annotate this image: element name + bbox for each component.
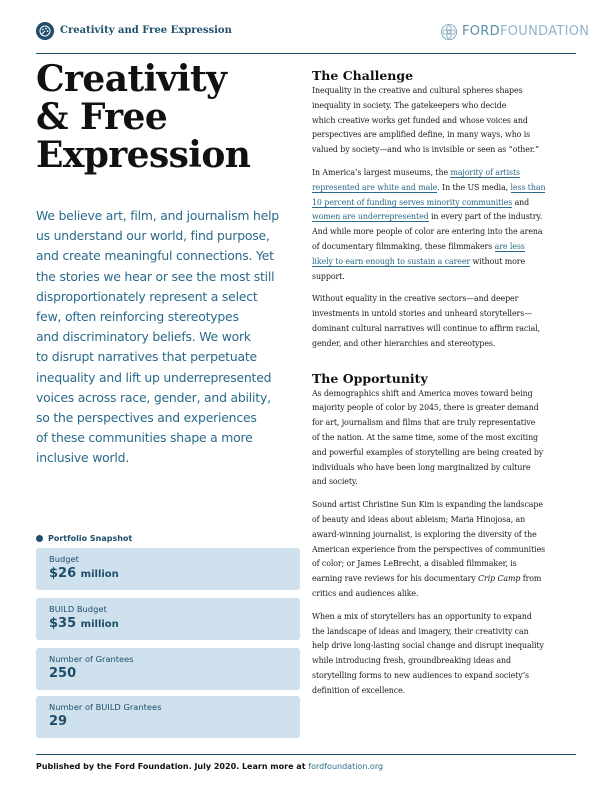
title-line: Creativity (36, 58, 227, 100)
text-run: And while more people of color are entering into the arena (312, 227, 543, 237)
snapshot-value: $35 million (49, 616, 119, 631)
text-run: Crip Camp (478, 574, 521, 584)
text-line: investments in untold stories and unheard storytellers— (312, 309, 532, 319)
ford-foundation-logo-mark-icon (440, 23, 458, 41)
text-line (312, 240, 578, 255)
intro-line: voices across race, gender, and ability, (36, 389, 271, 405)
footer-link[interactable]: fordfoundation.org (308, 762, 384, 771)
text-line: inequality in society. The gatekeepers who decide (312, 100, 507, 110)
text-line (312, 181, 578, 196)
text-line: and powerful examples of storytelling are being created by (312, 447, 544, 457)
text-run: award-winning journalist, is exploring the diversity of the (312, 529, 537, 539)
text-run: In America’s largest museums, the (312, 167, 451, 177)
intro-line: and discriminatory beliefs. We work (36, 329, 251, 345)
snapshot-card-budget (36, 548, 300, 590)
text-run: critics and audiences alike. (312, 588, 419, 598)
challenge-paragraph (312, 166, 578, 284)
section-name: Creativity and Free Expression (60, 25, 232, 36)
intro-line: inequality and lift up underrepresented (36, 369, 272, 385)
intro-line: the stories we hear or see the most still (36, 268, 275, 284)
text-run: in every part of the industry. (428, 212, 543, 222)
text-run: . In the US media, (437, 182, 511, 192)
text-run: of color; or James LeBrecht, a disabled filmmaker, is (312, 559, 517, 569)
text-run: earning rave reviews for his documentary (312, 574, 479, 584)
title-line: & Free (36, 96, 168, 138)
inline-link[interactable]: less than (510, 182, 546, 192)
intro-line: few, often reinforcing stereotypes (36, 309, 239, 325)
text-line: which creative works get funded and whose voices and (312, 115, 528, 125)
logo-wordmark: FORDFOUNDATION (462, 24, 590, 39)
text-line (312, 587, 578, 602)
text-run: American experience from the perspectives of communities (312, 544, 546, 554)
snapshot-label: BUILD Budget (49, 604, 107, 614)
text-line: definition of excellence. (312, 685, 406, 695)
snapshot-value: $26 million (49, 566, 119, 581)
text-line (312, 270, 578, 285)
text-line (312, 498, 578, 513)
snapshot-card-build-grantees (36, 696, 300, 738)
text-run: support. (312, 271, 345, 281)
snapshot-card-grantees (36, 648, 300, 690)
inline-link[interactable]: 10 percent of funding serves minority communities (312, 197, 513, 207)
opportunity-paragraph (312, 610, 578, 699)
text-run: of beauty and ideas about ableism; Maria Hinojosa, an (312, 514, 526, 524)
right-column (312, 68, 578, 698)
text-run: of documentary filmmaking, these filmmakers (312, 241, 495, 251)
inline-link[interactable]: are less (494, 241, 525, 251)
snapshot-value: 29 (49, 714, 68, 729)
opportunity-paragraph (312, 387, 578, 491)
intro-statement (36, 206, 304, 469)
text-line: perspectives are amplified define, in many ways, who is (312, 130, 531, 140)
ford-foundation-logo (440, 23, 590, 41)
text-line: the landscape of ideas and imagery, their creativity can (312, 626, 529, 636)
inline-link[interactable]: likely to earn enough to sustain a career (312, 256, 471, 266)
page-header (36, 22, 590, 46)
snapshot-card-build-budget (36, 598, 300, 640)
text-line: help drive long-lasting social change and disrupt inequality (312, 641, 544, 651)
text-line (312, 196, 578, 211)
text-line (312, 255, 578, 270)
text-line (312, 557, 578, 572)
text-line: individuals who have been long marginalized by culture (312, 462, 531, 472)
text-run: without more (470, 256, 526, 266)
challenge-paragraph (312, 292, 578, 351)
text-line: of the nation. At the same time, some of the most exciting (312, 432, 539, 442)
text-run: Sound artist Christine Sun Kim is expanding the landscape (312, 500, 543, 510)
inline-link[interactable]: women are underrepresented (312, 212, 429, 222)
page-footer (36, 762, 383, 771)
text-line: for art, journalism and films that are truly representative (312, 418, 536, 428)
left-column (36, 60, 302, 174)
footer-divider (36, 754, 576, 755)
inline-link[interactable]: majority of artists (450, 167, 520, 177)
intro-line: We believe art, film, and journalism help (36, 208, 279, 223)
title-line: Expression (36, 134, 251, 176)
challenge-paragraph (312, 84, 578, 158)
intro-line: disproportionately represent a select (36, 288, 258, 304)
text-run: from (520, 574, 542, 584)
snapshot-value: 250 (49, 666, 77, 681)
intro-line: so the perspectives and experiences (36, 410, 257, 426)
text-line (312, 528, 578, 543)
snapshot-label: Number of BUILD Grantees (49, 702, 162, 712)
snapshot-label: Budget (49, 554, 79, 564)
text-line (312, 572, 578, 587)
text-line: Without equality in the creative sectors—and deeper (312, 294, 519, 304)
bullet-icon (36, 535, 43, 542)
page-title (36, 60, 302, 174)
opportunity-paragraph (312, 498, 578, 602)
snapshot-heading: Portfolio Snapshot (36, 532, 300, 546)
text-line (312, 210, 578, 225)
text-line: and society. (312, 477, 358, 487)
intro-line: us understand our world, find purpose, (36, 228, 270, 244)
portfolio-snapshot (36, 532, 300, 729)
intro-line: inclusive world. (36, 450, 130, 466)
header-divider (36, 53, 576, 54)
intro-line: to disrupt narratives that perpetuate (36, 349, 257, 365)
text-run: and (512, 197, 530, 207)
text-line: When a mix of storytellers has an opportunity to expand (312, 611, 532, 621)
text-line: As demographics shift and America moves toward being (312, 388, 533, 398)
text-line: Inequality in the creative and cultural spheres shapes (312, 86, 523, 95)
text-line: majority people of color by 2045, there is greater demand (312, 403, 539, 413)
footer-text: Published by the Ford Foundation. July 2020. Learn more at (36, 762, 309, 771)
snapshot-label: Number of Grantees (49, 654, 134, 664)
text-line (312, 166, 578, 181)
text-line (312, 225, 578, 240)
text-line: valued by society—and who is invisible or seen as “other.” (312, 145, 540, 155)
text-line: gender, and other hierarchies and stereotypes. (312, 338, 496, 348)
section-heading-opportunity: The Opportunity (312, 370, 428, 386)
inline-link[interactable]: represented are white and male (312, 182, 438, 192)
palette-icon (36, 22, 54, 40)
intro-line: and create meaningful connections. Yet (36, 248, 274, 264)
text-line: while introducing fresh, groundbreaking ideas and (312, 656, 511, 666)
text-line (312, 513, 578, 528)
text-line: storytelling forms to new audiences to expand society’s (312, 670, 529, 680)
intro-line: of these communities shape a more (36, 430, 253, 446)
section-heading-challenge: The Challenge (312, 68, 414, 83)
text-line (312, 543, 578, 558)
text-line: dominant cultural narratives will continue to affirm racial, (312, 323, 541, 333)
